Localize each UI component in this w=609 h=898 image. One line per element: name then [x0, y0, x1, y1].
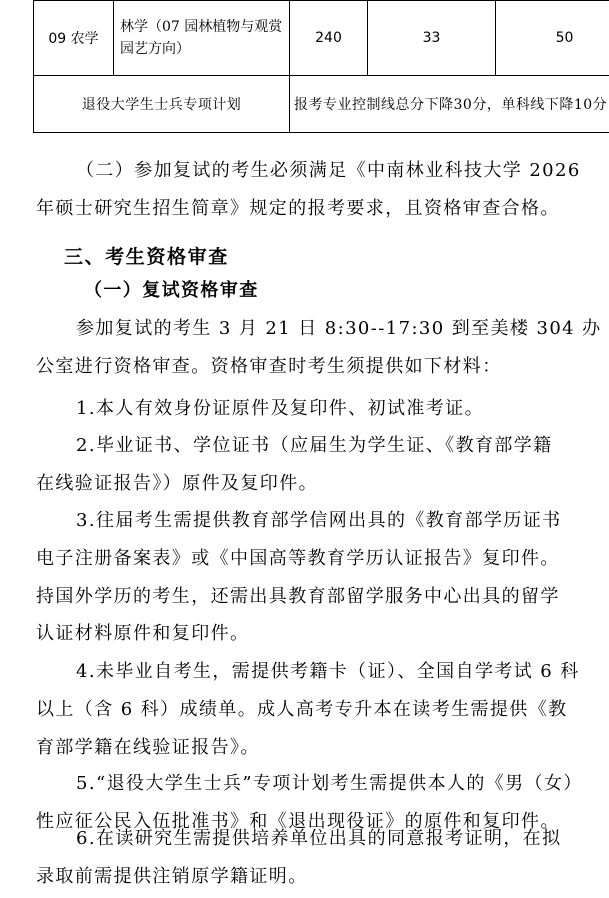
single-score-cell-a: 33 [368, 1, 496, 76]
text-line: 性应征公民入伍批准书》和《退出现役证》的原件和复印件。 [36, 810, 560, 832]
text-line: 1.本人有效身份证原件及复印件、初试准考证。 [76, 398, 484, 419]
text-line: 3.往届考生需提供教育部学信网出具的《教育部学历证书 [76, 510, 562, 531]
text-line: 在线验证报告》）原件及复印件。 [36, 472, 318, 494]
text-line: 录取前需提供注销原学籍证明。 [36, 865, 308, 887]
text-line: 5.“退役大学生士兵”专项计划考生需提供本人的《男（女） [76, 773, 583, 794]
special-plan-note-cell: 报考专业控制线总分下降30分，单科线下降10分 [290, 76, 609, 133]
list-item [36, 653, 596, 766]
text-line: 育部学籍在线验证报告》。 [36, 736, 260, 758]
text-line: 年硕士研究生招生简章》规定的报考要求，且资格审查合格。 [36, 197, 560, 219]
list-item [36, 390, 596, 428]
special-plan-cell: 退役大学生士兵专项计划 [34, 76, 290, 133]
section-heading: 三、考生资格审查 [64, 246, 229, 268]
table-row [34, 1, 609, 76]
text-line: 认证材料原件和复印件。 [36, 623, 250, 645]
subject-cell: 09 农学 [34, 1, 114, 76]
score-line-table [33, 0, 609, 133]
text-line: 电子注册备案表》或《中国高等教育学历认证报告》复印件。 [36, 547, 560, 569]
paragraph-requirements [36, 152, 596, 228]
text-line: 持国外学历的考生，还需出具教育部留学服务中心出具的留学 [36, 585, 560, 607]
table-row [34, 76, 609, 133]
text-line: 以上（含 6 科）成绩单。成人高考专升本在读考生需提供《教 [36, 698, 568, 720]
text-line: 参加复试的考生 3 月 21 日 8:30--17:30 到至美楼 304 办 [76, 318, 602, 339]
major-cell: 林学（07 园林植物与观赏园艺方向） [114, 1, 290, 76]
list-item [36, 427, 596, 503]
list-item [36, 502, 596, 653]
subsection-heading: （一）复试资格审查 [84, 280, 259, 301]
text-line: （二）参加复试的考生必须满足《中南林业科技大学 2026 [76, 160, 581, 181]
text-line: 4.未毕业自考生，需提供考籍卡（证）、全国自学考试 6 科 [76, 661, 580, 682]
list-item [36, 820, 596, 896]
total-score-cell: 240 [290, 1, 368, 76]
paragraph-review-time [36, 310, 602, 386]
text-line: 2.毕业证书、学位证书（应届生为学生证、《教育部学籍 [76, 435, 553, 456]
single-score-cell-b: 50 [496, 1, 609, 76]
text-line: 6.在读研究生需提供培养单位出具的同意报考证明，在拟 [76, 828, 562, 849]
text-line: 公室进行资格审查。资格审查时考生须提供如下材料： [36, 355, 502, 377]
